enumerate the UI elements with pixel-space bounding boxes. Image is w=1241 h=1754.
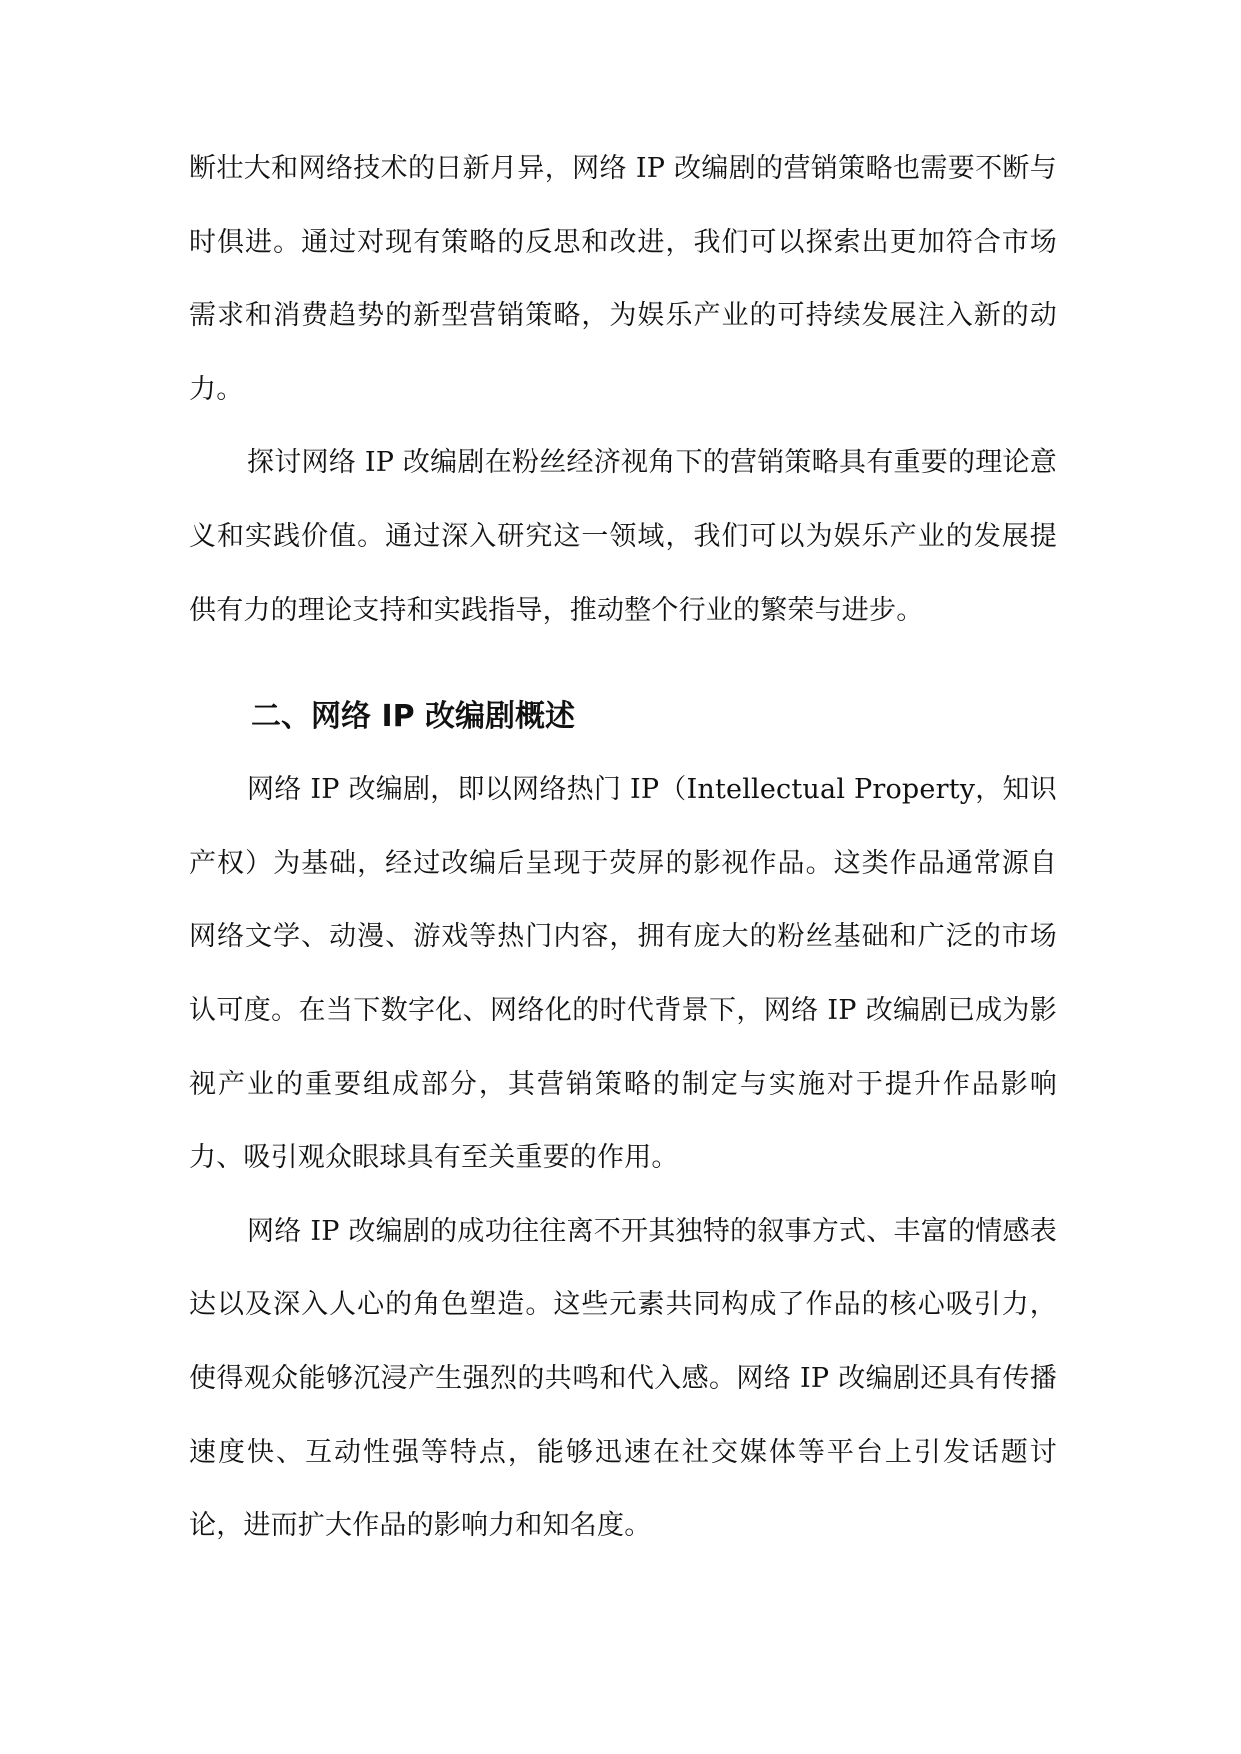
paragraph-success-factors: 网络 IP 改编剧的成功往往离不开其独特的叙事方式、丰富的情感表达以及深入人心的角色塑造。这些元素共同构成了作品的核心吸引力，使得观众能够沉浸产生强烈的共鸣和代入感。网络 IP 改编剧还具有传播速度快、互动性强等特点，能够迅速在社交媒体等平台上引发话题讨论，进而扩大作品的影响力和知名度。 xyxy=(189,1215,1057,1542)
page-body xyxy=(189,132,1057,1563)
paragraph-definition: 网络 IP 改编剧，即以网络热门 IP（Intellectual Property，知识产权）为基础，经过改编后呈现于荧屏的影视作品。这类作品通常源自网络文学、动漫、游戏等热门内容，拥有庞大的粉丝基础和广泛的市场认可度。在当下数字化、网络化的时代背景下，网络 IP 改编剧已成为影视产业的重要组成部分，其营销策略的制定与实施对于提升作品影响力、吸引观众眼球具有至关重要的作用。 xyxy=(189,774,1057,1174)
paragraph-significance: 探讨网络 IP 改编剧在粉丝经济视角下的营销策略具有重要的理论意义和实践价值。通过深入研究这一领域，我们可以为娱乐产业的发展提供有力的理论支持和实践指导，推动整个行业的繁荣与进步。 xyxy=(189,447,1057,626)
section-heading: 二、网络 IP 改编剧概述 xyxy=(251,699,576,735)
paragraph-continuation: 断壮大和网络技术的日新月异，网络 IP 改编剧的营销策略也需要不断与时俱进。通过对现有策略的反思和改进，我们可以探索出更加符合市场需求和消费趋势的新型营销策略，为娱乐产业的可持续发展注入新的动力。 xyxy=(189,153,1057,405)
